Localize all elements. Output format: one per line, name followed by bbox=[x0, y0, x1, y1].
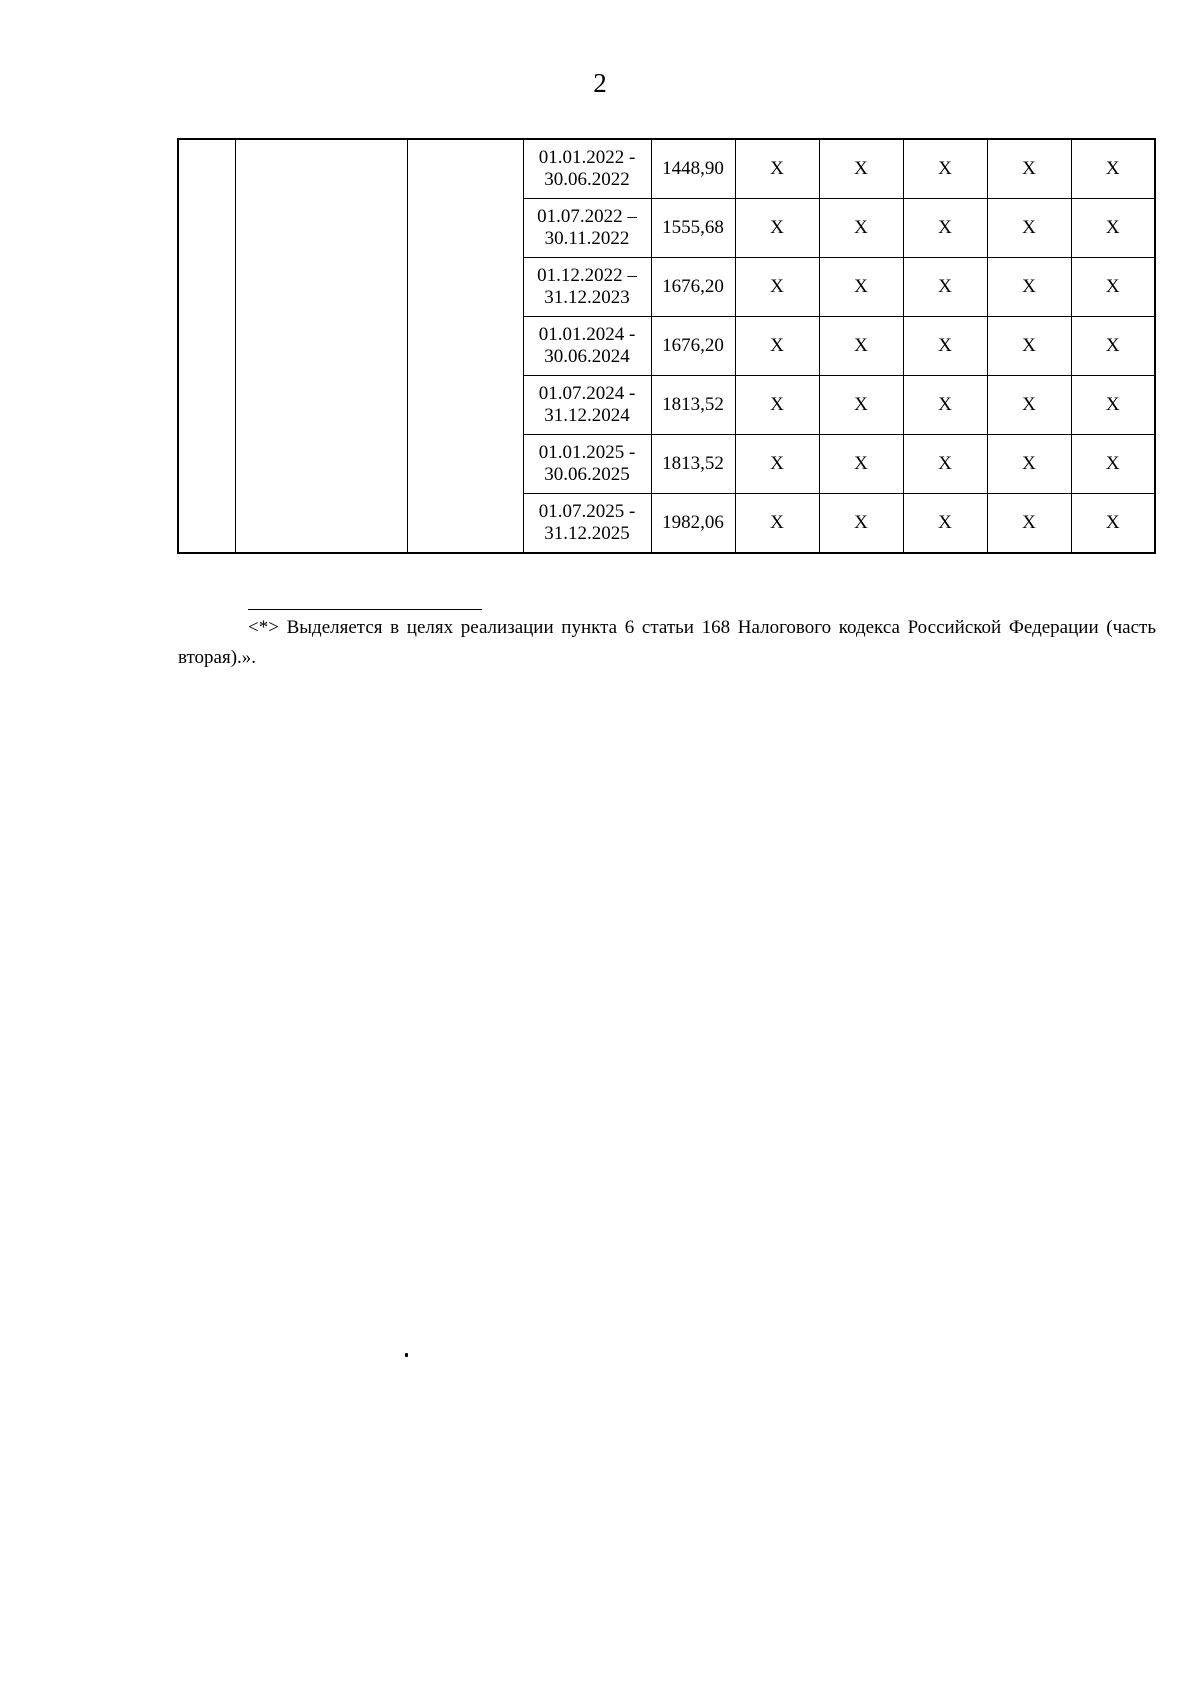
mark-cell: Х bbox=[1071, 494, 1155, 554]
period-cell bbox=[523, 435, 651, 494]
mark-cell: Х bbox=[987, 317, 1071, 376]
mark-cell: Х bbox=[903, 199, 987, 258]
mark-cell: Х bbox=[903, 258, 987, 317]
mark-cell: Х bbox=[987, 376, 1071, 435]
mark-cell: Х bbox=[819, 435, 903, 494]
page-number: 2 bbox=[593, 68, 607, 98]
mark-cell: Х bbox=[1071, 199, 1155, 258]
mark-cell: Х bbox=[987, 139, 1071, 199]
period-cell bbox=[523, 139, 651, 199]
period-start: 01.12.2022 – bbox=[537, 265, 637, 286]
period-end: 30.06.2024 bbox=[544, 346, 630, 367]
table-body bbox=[178, 139, 1155, 553]
mark-cell: Х bbox=[903, 494, 987, 554]
period-end: 30.06.2025 bbox=[544, 464, 630, 485]
period-end: 30.06.2022 bbox=[544, 169, 630, 190]
merged-cell-col2 bbox=[235, 139, 407, 553]
period-cell bbox=[523, 199, 651, 258]
merged-cell-col3 bbox=[407, 139, 523, 553]
mark-cell: Х bbox=[903, 435, 987, 494]
tariff-value-cell: 1448,90 bbox=[651, 139, 735, 199]
mark-cell: Х bbox=[819, 139, 903, 199]
period-start: 01.07.2025 - bbox=[538, 501, 636, 522]
mark-cell: Х bbox=[735, 199, 819, 258]
period-start: 01.07.2022 – bbox=[537, 206, 637, 227]
mark-cell: Х bbox=[903, 317, 987, 376]
tariff-value-cell: 1813,52 bbox=[651, 376, 735, 435]
tariff-value-cell: 1555,68 bbox=[651, 199, 735, 258]
period-start: 01.01.2025 - bbox=[538, 442, 636, 463]
mark-cell: Х bbox=[903, 376, 987, 435]
period-start: 01.01.2024 - bbox=[538, 324, 636, 345]
tariff-value-cell: 1676,20 bbox=[651, 258, 735, 317]
mark-cell: Х bbox=[819, 376, 903, 435]
period-cell bbox=[523, 494, 651, 554]
footnote-text: <*> Выделяется в целях реализации пункта 6 статьи 168 Налогового кодекса Российской Федерации (часть вторая).». bbox=[178, 617, 1156, 668]
mark-cell: Х bbox=[1071, 258, 1155, 317]
period-cell bbox=[523, 317, 651, 376]
mark-cell: Х bbox=[987, 258, 1071, 317]
mark-cell: Х bbox=[819, 199, 903, 258]
mark-cell: Х bbox=[987, 494, 1071, 554]
scan-artifact bbox=[405, 1353, 408, 1357]
mark-cell: Х bbox=[1071, 435, 1155, 494]
mark-cell: Х bbox=[735, 494, 819, 554]
mark-cell: Х bbox=[1071, 317, 1155, 376]
period-start: 01.07.2024 - bbox=[538, 383, 636, 404]
period-end: 31.12.2025 bbox=[544, 523, 630, 544]
period-end: 30.11.2022 bbox=[544, 228, 630, 249]
mark-cell: Х bbox=[1071, 139, 1155, 199]
mark-cell: Х bbox=[819, 494, 903, 554]
mark-cell: Х bbox=[735, 139, 819, 199]
mark-cell: Х bbox=[735, 258, 819, 317]
period-end: 31.12.2023 bbox=[544, 287, 630, 308]
period-cell bbox=[523, 258, 651, 317]
mark-cell: Х bbox=[819, 258, 903, 317]
mark-cell: Х bbox=[735, 376, 819, 435]
mark-cell: Х bbox=[819, 317, 903, 376]
mark-cell: Х bbox=[903, 139, 987, 199]
footnote-divider bbox=[248, 609, 482, 610]
mark-cell: Х bbox=[735, 435, 819, 494]
table-row bbox=[178, 139, 1155, 199]
tariff-value-cell: 1813,52 bbox=[651, 435, 735, 494]
period-start: 01.01.2022 - bbox=[538, 147, 636, 168]
mark-cell: Х bbox=[735, 317, 819, 376]
tariff-table bbox=[177, 138, 1156, 554]
tariff-value-cell: 1676,20 bbox=[651, 317, 735, 376]
mark-cell: Х bbox=[987, 435, 1071, 494]
tariff-value-cell: 1982,06 bbox=[651, 494, 735, 554]
mark-cell: Х bbox=[1071, 376, 1155, 435]
period-end: 31.12.2024 bbox=[544, 405, 630, 426]
merged-cell-col1 bbox=[178, 139, 235, 553]
mark-cell: Х bbox=[987, 199, 1071, 258]
period-cell bbox=[523, 376, 651, 435]
